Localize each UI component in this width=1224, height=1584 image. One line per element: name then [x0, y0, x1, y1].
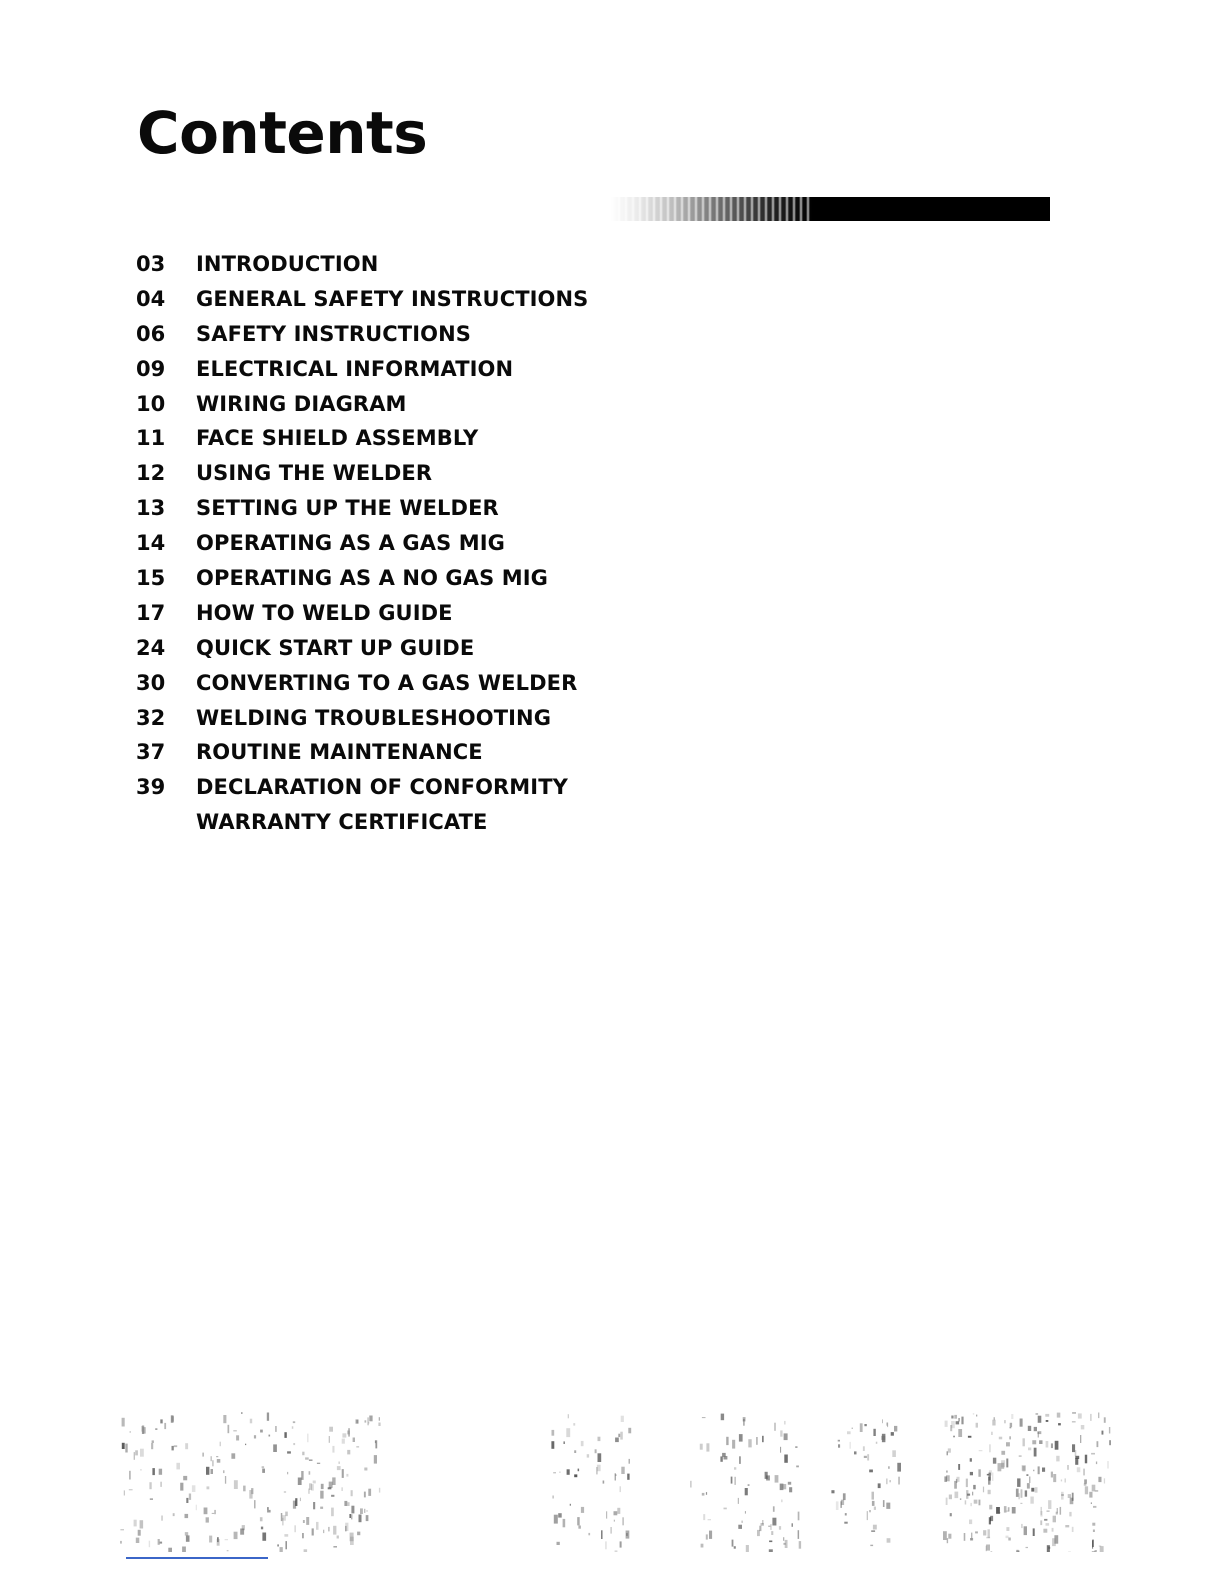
toc-item-title: ROUTINE MAINTENANCE — [196, 740, 483, 765]
toc-item-title: WELDING TROUBLESHOOTING — [196, 705, 552, 730]
toc-item-title: QUICK START UP GUIDE — [196, 635, 475, 660]
toc-page-number: 13 — [136, 496, 166, 521]
toc-item-title: INTRODUCTION — [196, 252, 379, 276]
toc-item[interactable] — [136, 601, 588, 636]
table-of-contents — [136, 252, 588, 845]
toc-page-number: 37 — [136, 740, 166, 765]
toc-item-title: OPERATING AS A GAS MIG — [196, 531, 505, 556]
toc-item[interactable] — [136, 426, 588, 461]
toc-page-number: 06 — [136, 321, 166, 346]
toc-item-title: WARRANTY CERTIFICATE — [196, 810, 488, 835]
toc-page-number: 39 — [136, 775, 166, 800]
toc-item[interactable] — [136, 775, 588, 810]
toc-item[interactable] — [136, 357, 588, 392]
toc-page-number: 10 — [136, 391, 166, 416]
toc-page-number: 24 — [136, 635, 166, 660]
toc-item-title: USING THE WELDER — [196, 461, 433, 486]
toc-page-number: 12 — [136, 461, 166, 486]
toc-item[interactable] — [136, 706, 588, 741]
scan-noise-strip — [100, 1412, 1120, 1552]
toc-item-title: SETTING UP THE WELDER — [196, 496, 499, 521]
toc-item-title: DECLARATION OF CONFORMITY — [196, 775, 568, 800]
toc-item[interactable] — [136, 740, 588, 775]
page-title: Contents — [137, 99, 428, 167]
toc-item[interactable] — [136, 461, 588, 496]
toc-item[interactable] — [136, 392, 588, 427]
toc-item[interactable] — [136, 322, 588, 357]
toc-page-number: 14 — [136, 531, 166, 556]
toc-page-number: 32 — [136, 705, 166, 730]
toc-page-number: 30 — [136, 670, 166, 695]
toc-item-title: WIRING DIAGRAM — [196, 391, 407, 416]
toc-item-title: ELECTRICAL INFORMATION — [196, 356, 514, 381]
toc-page-number: 17 — [136, 600, 166, 625]
toc-page-number: 03 — [136, 252, 166, 276]
toc-item-title: GENERAL SAFETY INSTRUCTIONS — [196, 286, 589, 311]
bottom-rule — [126, 1557, 268, 1559]
toc-page-number: 09 — [136, 356, 166, 381]
header-bar — [610, 197, 1050, 221]
toc-item-title: CONVERTING TO A GAS WELDER — [196, 670, 578, 695]
toc-page-number: 04 — [136, 286, 166, 311]
toc-item[interactable] — [136, 531, 588, 566]
toc-item[interactable] — [136, 810, 588, 845]
toc-page-number: 15 — [136, 566, 166, 591]
toc-item[interactable] — [136, 252, 588, 287]
toc-page-number: 11 — [136, 426, 166, 451]
toc-item-title: FACE SHIELD ASSEMBLY — [196, 426, 479, 451]
toc-item[interactable] — [136, 496, 588, 531]
toc-item[interactable] — [136, 287, 588, 322]
toc-item-title: SAFETY INSTRUCTIONS — [196, 321, 471, 346]
toc-item[interactable] — [136, 671, 588, 706]
toc-item-title: OPERATING AS A NO GAS MIG — [196, 566, 549, 591]
toc-item[interactable] — [136, 636, 588, 671]
toc-item-title: HOW TO WELD GUIDE — [196, 600, 453, 625]
toc-item[interactable] — [136, 566, 588, 601]
